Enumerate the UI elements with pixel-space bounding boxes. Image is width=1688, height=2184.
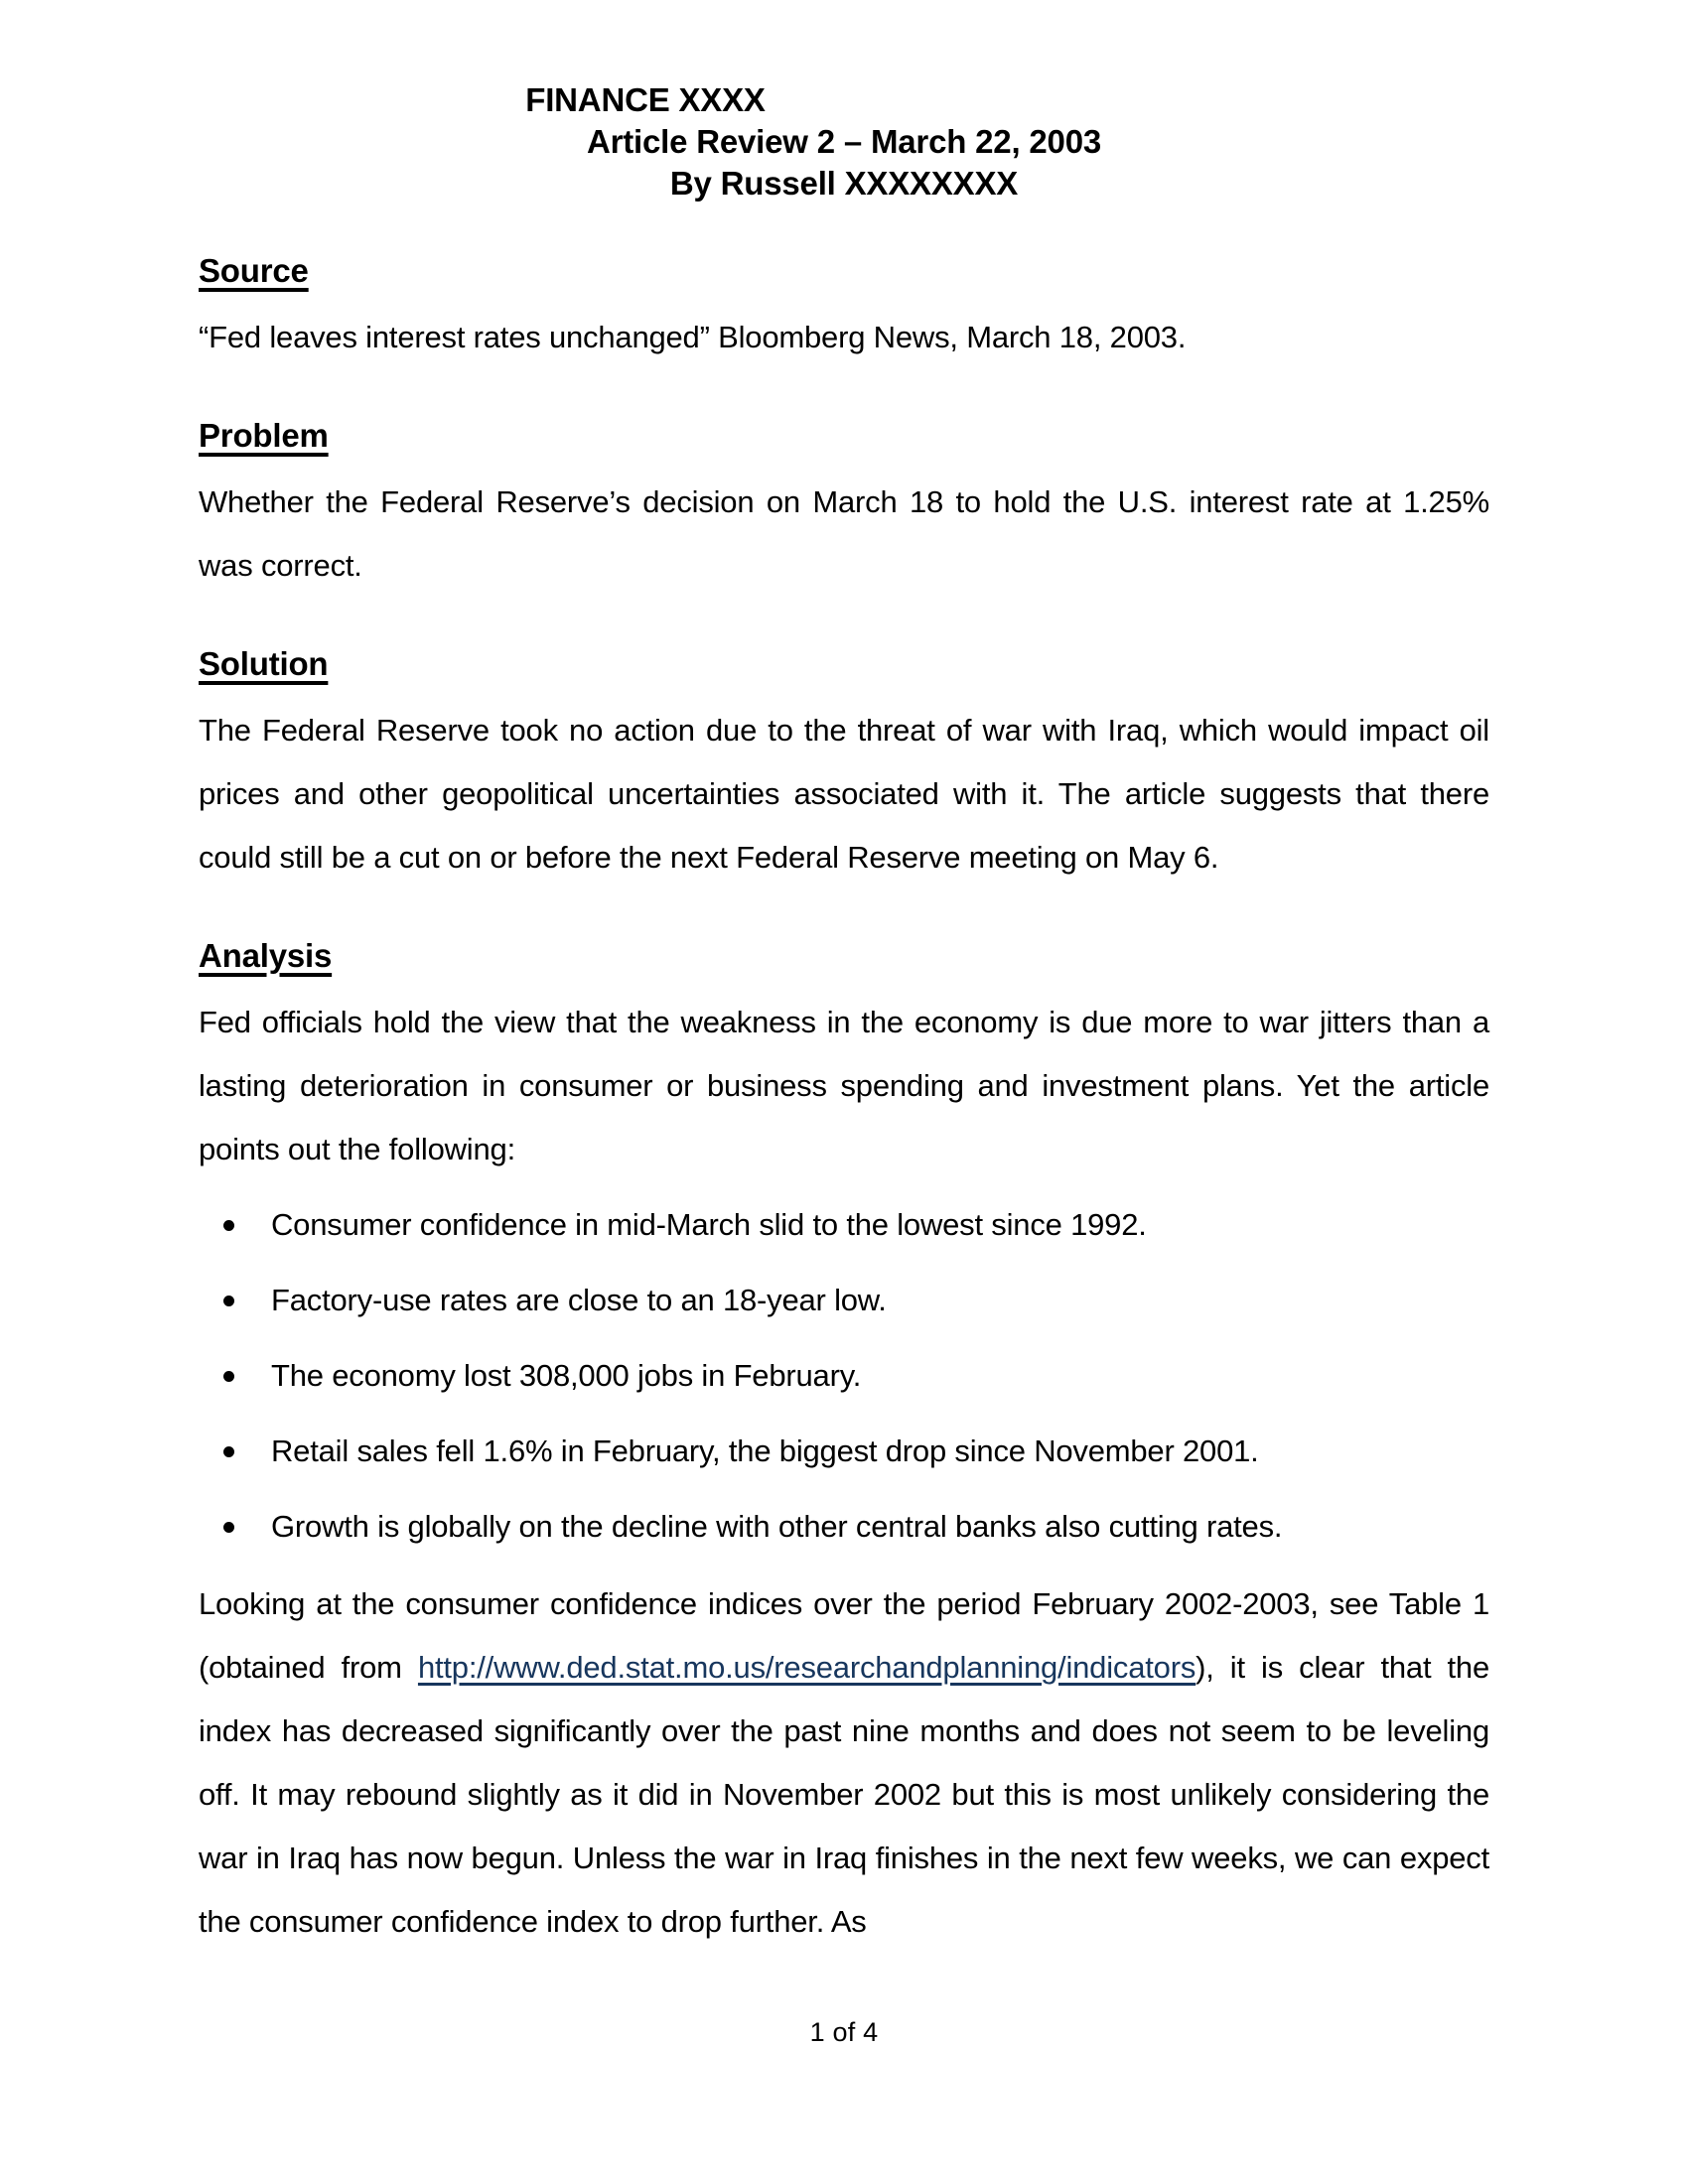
document-content [199, 79, 1489, 1954]
list-item [199, 1420, 1489, 1483]
list-item [199, 1344, 1489, 1408]
bullet-text: Consumer confidence in mid-March slid to the lowest since 1992. [271, 1207, 1147, 1242]
source-heading [199, 250, 1489, 292]
source-heading-text: Source [199, 252, 309, 289]
closing-paragraph [199, 1572, 1489, 1954]
list-item [199, 1193, 1489, 1257]
bullet-icon [223, 1220, 234, 1231]
list-item [199, 1269, 1489, 1332]
problem-body: Whether the Federal Reserve’s decision on March 18 to hold the U.S. interest rate at 1.25% was correct. [199, 484, 1489, 583]
problem-heading [199, 415, 1489, 457]
problem-heading-text: Problem [199, 417, 329, 454]
bullet-text: Retail sales fell 1.6% in February, the biggest drop since November 2001. [271, 1433, 1259, 1468]
document-header [199, 79, 1489, 205]
closing-text-after-link: ), it is clear that the index has decreased significantly over the past nine months and does not seem to be leveling off. It may rebound slightly as it did in November 2002 but this is most unlikely considering the war in Iraq has now begun. Unless the war in Iraq finishes in the next few weeks, we can expect the consumer confidence index to drop further. As [199, 1650, 1490, 1939]
header-course-title: FINANCE XXXX [525, 81, 766, 118]
closing-text-before-link: Looking at the consumer confidence indices over the period February 2002-2003, see Table 1 (obtained from [199, 1586, 1489, 1685]
solution-heading [199, 643, 1489, 685]
source-body: “Fed leaves interest rates unchanged” Bloomberg News, March 18, 2003. [199, 320, 1187, 354]
solution-heading-text: Solution [199, 645, 329, 682]
analysis-bullet-list [199, 1193, 1489, 1559]
analysis-heading-text: Analysis [199, 937, 333, 974]
page-number: 1 of 4 [809, 2017, 879, 2047]
indicators-link[interactable]: http://www.ded.stat.mo.us/researchandplanning/indicators [417, 1650, 1196, 1685]
header-article-title: Article Review 2 – March 22, 2003 [586, 123, 1102, 160]
bullet-icon [223, 1522, 234, 1533]
analysis-intro: Fed officials hold the view that the weakness in the economy is due more to war jitters than a lasting deterioration in consumer or business spending and investment plans. Yet the article points out the following: [199, 1005, 1489, 1166]
analysis-heading [199, 935, 1489, 977]
bullet-text: Growth is globally on the decline with other central banks also cutting rates. [271, 1509, 1283, 1544]
bullet-text: The economy lost 308,000 jobs in February. [271, 1358, 862, 1393]
solution-body: The Federal Reserve took no action due to the threat of war with Iraq, which would impact oil prices and other geopolitical uncertainties associated with it. The article suggests that there could still be a cut on or before the next Federal Reserve meeting on May 6. [199, 713, 1489, 875]
bullet-text: Factory-use rates are close to an 18-year low. [271, 1283, 887, 1317]
header-course-line [199, 79, 1489, 121]
list-item [199, 1495, 1489, 1559]
bullet-icon [223, 1296, 234, 1306]
bullet-icon [223, 1446, 234, 1457]
header-author-line: By Russell XXXXXXXX [669, 165, 1019, 202]
bullet-icon [223, 1371, 234, 1382]
